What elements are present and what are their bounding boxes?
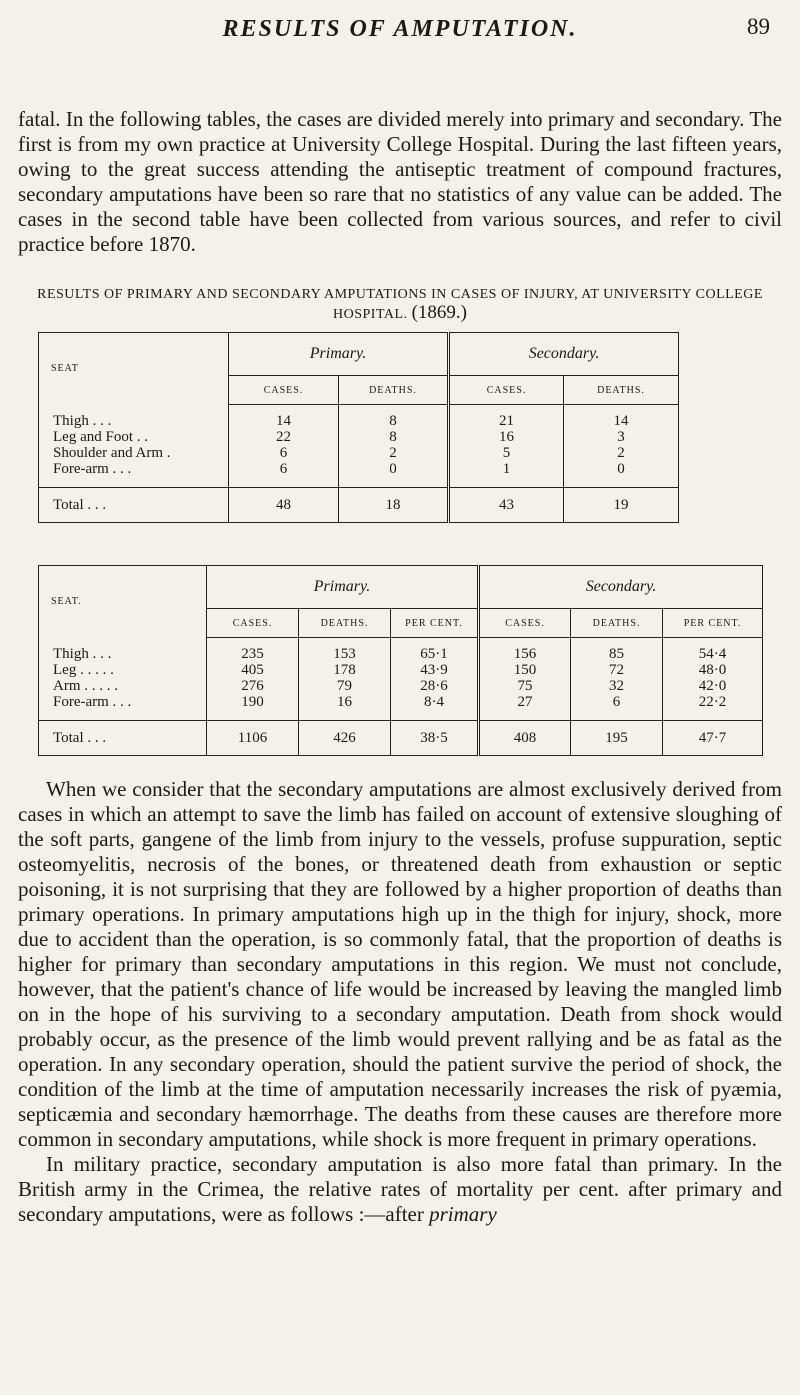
table2-cell: 75: [517, 678, 533, 694]
table2-primary-cases-cells: [207, 638, 299, 721]
table1-cell: 6: [279, 461, 288, 477]
table2-cell: 6: [612, 694, 621, 710]
table2-cell: 190: [241, 694, 264, 710]
table1-seat: Leg and Foot . .: [53, 428, 148, 445]
table2-cell: 85: [609, 646, 625, 662]
table1-cell: 8: [389, 429, 397, 445]
table1-body: [39, 405, 679, 488]
table2-seat: Arm . . . . .: [53, 677, 118, 694]
table2-cell: 150: [513, 662, 537, 678]
table1-cell: 21: [499, 413, 515, 429]
trailing-italic-word: primary: [429, 1202, 497, 1226]
table1-cell: 2: [389, 445, 397, 461]
table2-cell: 235: [241, 646, 264, 662]
table2-cell: 276: [241, 678, 264, 694]
table1-caption: [18, 286, 782, 324]
table1-cell: 16: [499, 429, 515, 445]
table1-seat: Thigh . . .: [53, 412, 112, 429]
table2-cell: 48·0: [698, 662, 727, 678]
table1-primary-deaths-cells: [339, 405, 449, 488]
page-number: 89: [747, 14, 770, 39]
discussion-paragraph-text: In military practice, secondary amputation is also more fatal than primary. In the British army in the Crimea, the relative rates of mortality per cent. after primary and secondary amputations, were as follows :—after: [18, 1152, 782, 1226]
table1-seat-cells: [39, 405, 229, 488]
table2-total-cell: 195: [571, 721, 663, 756]
table2-seat-cells: [39, 638, 207, 721]
table2-cell: 65·1: [420, 646, 448, 662]
table2-total-cell: 38·5: [391, 721, 479, 756]
table2-secondary-percent-header: PER CENT.: [663, 609, 763, 638]
table1-cell: 1: [502, 461, 511, 477]
table2-cell: 156: [513, 646, 537, 662]
table2-body: [39, 638, 763, 721]
table2-primary-percent-cells: [391, 638, 479, 721]
table1-primary-cases-cells: [229, 405, 339, 488]
table2-seat: Fore-arm . . .: [53, 693, 132, 710]
table2-total-cell: 408: [479, 721, 571, 756]
table2-cell: 32: [609, 678, 625, 694]
table1-cell: 22: [276, 429, 291, 445]
table2-primary-deaths-header: DEATHS.: [299, 609, 391, 638]
table2-secondary-deaths-header: DEATHS.: [571, 609, 663, 638]
table1-caption-text: RESULTS OF PRIMARY AND SECONDARY AMPUTATIONS IN CASES OF INJURY, AT UNIVERSITY COLLEGE HOSPITAL.: [37, 287, 763, 322]
intro-paragraph: fatal. In the following tables, the cases are divided merely into primary and secondary. The first is from my own practice at University College Hospital. During the last fifteen years, owing to the great success attending the antiseptic treatment of compound fractures, secondary amputations have been so rare that no statistics of any value can be added. The cases in the second table have been collected from various sources, and refer to civil practice before 1870.: [18, 107, 782, 256]
table1-primary-cases-header: CASES.: [229, 376, 339, 405]
table2-cell: 153: [333, 646, 356, 662]
table2-seat: Thigh . . .: [53, 645, 112, 662]
table2-cell: 405: [241, 662, 264, 678]
table1-cell: 0: [389, 461, 397, 477]
table2-cell: 178: [333, 662, 356, 678]
table1-cell: 8: [389, 413, 397, 429]
table1-cell: 2: [617, 445, 625, 461]
table2-cell: 22·2: [698, 694, 727, 710]
table1-secondary-header: Secondary.: [449, 333, 679, 376]
table2-total-row: [39, 721, 763, 756]
table1-cell: 14: [613, 413, 629, 429]
table2-secondary-cases-cells: [479, 638, 571, 721]
table1-total-cell: 43: [449, 488, 564, 523]
table1-caption-year: (1869.): [411, 302, 467, 323]
table1-secondary-deaths-header: DEATHS.: [564, 376, 679, 405]
table2-cell: 28·6: [420, 678, 448, 694]
table2-secondary-deaths-cells: [571, 638, 663, 721]
table2-cell: 43·9: [420, 662, 448, 678]
table1-seat-header: SEAT: [39, 333, 229, 405]
table1-total-cell: 19: [564, 488, 679, 523]
table1-seat: Shoulder and Arm .: [53, 444, 171, 461]
table1-total-cell: 18: [339, 488, 449, 523]
table2-secondary-cases-header: CASES.: [479, 609, 571, 638]
table2-total-cell: 1106: [207, 721, 299, 756]
running-head: RESULTS OF AMPUTATION.: [222, 16, 578, 42]
table1: [38, 332, 679, 523]
discussion-paragraph-military: [18, 1152, 782, 1227]
table1-primary-deaths-header: DEATHS.: [339, 376, 449, 405]
table1-secondary-deaths-cells: [564, 405, 679, 488]
table2-secondary-percent-cells: [663, 638, 763, 721]
table2-primary-percent-header: PER CENT.: [391, 609, 479, 638]
table1-total-cell: 48: [229, 488, 339, 523]
table2-cell: 42·0: [698, 678, 727, 694]
table2-total-label: Total . . .: [39, 721, 207, 756]
table2-cell: 27: [517, 694, 533, 710]
table1-total-label: Total . . .: [39, 488, 229, 523]
table2-secondary-header: Secondary.: [479, 566, 763, 609]
table2-total-cell: 426: [299, 721, 391, 756]
table2-primary-deaths-cells: [299, 638, 391, 721]
table1-primary-header: Primary.: [229, 333, 449, 376]
table1-cell: 5: [502, 445, 511, 461]
discussion-paragraph: When we consider that the secondary amputations are almost exclusively derived from cases in which an attempt to save the limb has failed on account of extensive sloughing of the soft parts, gangene of the limb from injury to the vessels, profuse suppuration, septic osteomyelitis, necrosis of the bones, or threatened death from exhaustion or septic poisoning, it is not surprising that they are followed by a higher proportion of deaths than primary operations. In primary amputations high up in the thigh for injury, shock, more due to accident than the operation, is so commonly fatal, that the proportion of deaths is higher for primary than secondary amputations in this region. We must not conclude, however, that the patient's chance of life would be increased by leaving the mangled limb on in the hope of his surviving to a secondary amputation. Death from shock would probably occur, as the presence of the limb would prevent rallying and be as fatal as the operation. In any secondary operation, should the patient survive the period of shock, the condition of the limb at the time of amputation necessarily increases the risk of pyæmia, septicæmia and secondary hæmorrhage. The deaths from these causes are therefore more common in secondary amputations, while shock is more frequent in primary operations.: [18, 777, 782, 1151]
page-header: [0, 6, 800, 46]
table2-primary-header: Primary.: [207, 566, 479, 609]
table2-cell: 54·4: [698, 646, 727, 662]
discussion-text: [18, 777, 782, 1227]
table1-secondary-cases-cells: [449, 405, 564, 488]
table1-seat: Fore-arm . . .: [53, 460, 132, 477]
table2-total-cell: 47·7: [663, 721, 763, 756]
table2-cell: 72: [609, 662, 625, 678]
table2: [38, 565, 763, 756]
table1-cell: 14: [276, 413, 291, 429]
table1-secondary-cases-header: CASES.: [449, 376, 564, 405]
table1-total-row: [39, 488, 679, 523]
table1-cell: 6: [279, 445, 288, 461]
table2-seat-header: SEAT.: [39, 566, 207, 638]
table1-cell: 3: [617, 429, 625, 445]
table2-seat: Leg . . . . .: [53, 661, 114, 678]
table2-primary-cases-header: CASES.: [207, 609, 299, 638]
table2-cell: 16: [337, 694, 352, 710]
table2-cell: 79: [337, 678, 352, 694]
table1-cell: 0: [617, 461, 625, 477]
table2-cell: 8·4: [424, 694, 445, 710]
